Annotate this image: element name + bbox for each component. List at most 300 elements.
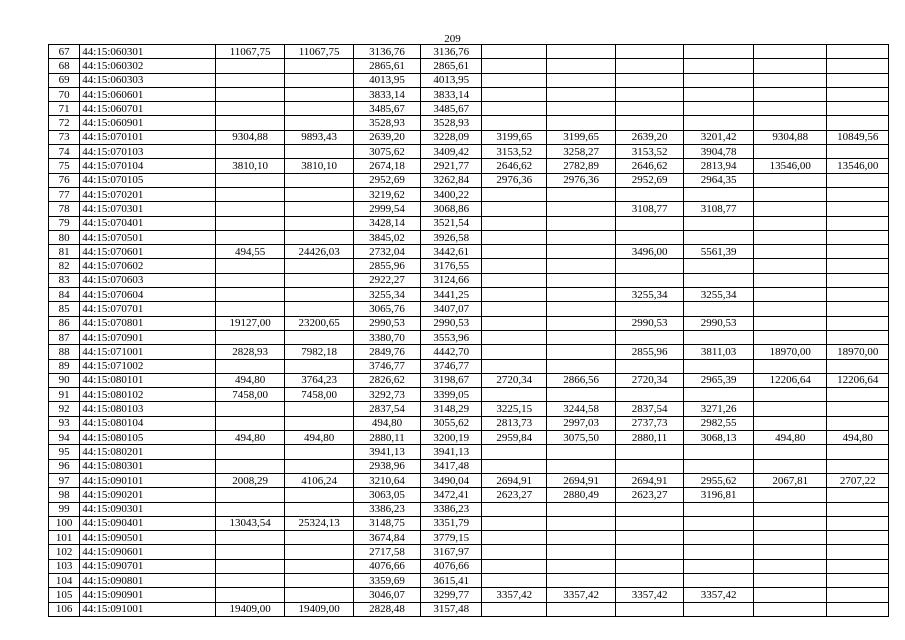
value-cell	[547, 573, 616, 587]
cadastral-code-cell: 44:15:080201	[80, 445, 216, 459]
row-number-cell: 78	[49, 202, 80, 216]
value-cell	[827, 516, 889, 530]
value-cell	[482, 187, 547, 201]
row-number-cell: 106	[49, 602, 80, 616]
value-cell	[285, 102, 354, 116]
value-cell: 12206,64	[754, 373, 827, 387]
value-cell: 3442,61	[420, 245, 481, 259]
value-cell	[827, 545, 889, 559]
value-cell	[754, 316, 827, 330]
value-cell	[482, 288, 547, 302]
value-cell	[547, 445, 616, 459]
value-cell: 9893,43	[285, 130, 354, 144]
table-row	[49, 173, 889, 187]
value-cell: 3108,77	[684, 202, 754, 216]
cadastral-code-cell: 44:15:070603	[80, 273, 216, 287]
value-cell	[827, 416, 889, 430]
value-cell	[285, 459, 354, 473]
value-cell	[827, 573, 889, 587]
value-cell: 3167,97	[420, 545, 481, 559]
value-cell	[754, 402, 827, 416]
table-row	[49, 245, 889, 259]
value-cell	[285, 202, 354, 216]
row-number-cell: 95	[49, 445, 80, 459]
cadastral-code-cell: 44:15:080101	[80, 373, 216, 387]
table-row	[49, 402, 889, 416]
value-cell: 2855,96	[354, 259, 421, 273]
value-cell: 3810,10	[285, 159, 354, 173]
value-cell: 3811,03	[684, 345, 754, 359]
value-cell	[547, 259, 616, 273]
value-cell: 3108,77	[616, 202, 684, 216]
value-cell	[285, 416, 354, 430]
value-cell: 3068,13	[684, 431, 754, 445]
value-cell	[216, 173, 285, 187]
value-cell: 494,80	[827, 431, 889, 445]
value-cell: 9304,88	[754, 130, 827, 144]
value-cell	[827, 245, 889, 259]
value-cell: 3153,52	[482, 145, 547, 159]
row-number-cell: 82	[49, 259, 80, 273]
value-cell: 2828,48	[354, 602, 421, 616]
value-cell: 3176,55	[420, 259, 481, 273]
value-cell	[285, 116, 354, 130]
row-number-cell: 87	[49, 330, 80, 344]
value-cell	[547, 559, 616, 573]
row-number-cell: 97	[49, 473, 80, 487]
value-cell	[754, 602, 827, 616]
value-cell: 3136,76	[420, 45, 481, 59]
row-number-cell: 81	[49, 245, 80, 259]
value-cell: 494,80	[754, 431, 827, 445]
value-cell	[216, 102, 285, 116]
row-number-cell: 96	[49, 459, 80, 473]
value-cell: 4106,24	[285, 473, 354, 487]
value-cell: 3904,78	[684, 145, 754, 159]
value-cell	[616, 116, 684, 130]
value-cell	[827, 116, 889, 130]
value-cell	[285, 359, 354, 373]
value-cell	[827, 45, 889, 59]
value-cell	[285, 502, 354, 516]
value-cell	[616, 216, 684, 230]
value-cell	[547, 245, 616, 259]
value-cell: 494,80	[354, 416, 421, 430]
value-cell	[827, 388, 889, 402]
value-cell	[684, 459, 754, 473]
value-cell	[547, 59, 616, 73]
value-cell	[827, 402, 889, 416]
value-cell	[754, 216, 827, 230]
value-cell: 13043,54	[216, 516, 285, 530]
value-cell	[754, 273, 827, 287]
table-row	[49, 216, 889, 230]
value-cell	[285, 259, 354, 273]
value-cell: 3201,42	[684, 130, 754, 144]
value-cell	[616, 502, 684, 516]
value-cell: 2990,53	[420, 316, 481, 330]
cadastral-code-cell: 44:15:071001	[80, 345, 216, 359]
value-cell	[754, 145, 827, 159]
value-cell: 2976,36	[482, 173, 547, 187]
value-cell: 7458,00	[285, 388, 354, 402]
value-cell	[754, 545, 827, 559]
value-cell	[547, 545, 616, 559]
value-cell: 19127,00	[216, 316, 285, 330]
value-cell	[216, 259, 285, 273]
value-cell: 3833,14	[354, 87, 421, 101]
value-cell: 2880,11	[616, 431, 684, 445]
value-cell	[684, 45, 754, 59]
value-cell	[216, 531, 285, 545]
row-number-cell: 70	[49, 87, 80, 101]
value-cell: 4013,95	[354, 73, 421, 87]
row-number-cell: 68	[49, 59, 80, 73]
table-row	[49, 459, 889, 473]
row-number-cell: 103	[49, 559, 80, 573]
value-cell	[827, 216, 889, 230]
cadastral-code-cell: 44:15:070701	[80, 302, 216, 316]
value-cell	[482, 573, 547, 587]
value-cell: 2880,11	[354, 431, 421, 445]
value-cell: 2921,77	[420, 159, 481, 173]
cadastral-code-cell: 44:15:060303	[80, 73, 216, 87]
value-cell	[684, 388, 754, 402]
row-number-cell: 102	[49, 545, 80, 559]
value-cell	[216, 573, 285, 587]
value-cell	[827, 588, 889, 602]
row-number-cell: 84	[49, 288, 80, 302]
value-cell	[216, 73, 285, 87]
table-row	[49, 130, 889, 144]
value-cell: 2720,34	[482, 373, 547, 387]
value-cell: 3258,27	[547, 145, 616, 159]
value-cell: 2964,35	[684, 173, 754, 187]
value-cell: 2837,54	[354, 402, 421, 416]
value-cell	[684, 259, 754, 273]
value-cell	[285, 588, 354, 602]
value-cell	[616, 302, 684, 316]
value-cell	[754, 73, 827, 87]
value-cell	[216, 273, 285, 287]
value-cell: 2976,36	[547, 173, 616, 187]
value-cell: 3063,05	[354, 488, 421, 502]
value-cell	[684, 87, 754, 101]
value-cell: 4076,66	[420, 559, 481, 573]
value-cell	[754, 416, 827, 430]
value-cell: 3219,62	[354, 187, 421, 201]
row-number-cell: 76	[49, 173, 80, 187]
value-cell	[754, 187, 827, 201]
value-cell: 3299,77	[420, 588, 481, 602]
value-cell	[547, 359, 616, 373]
value-cell	[827, 502, 889, 516]
value-cell: 3228,09	[420, 130, 481, 144]
value-cell	[827, 102, 889, 116]
row-number-cell: 93	[49, 416, 80, 430]
value-cell: 25324,13	[285, 516, 354, 530]
value-cell: 3198,67	[420, 373, 481, 387]
value-cell: 23200,65	[285, 316, 354, 330]
cadastral-code-cell: 44:15:090601	[80, 545, 216, 559]
value-cell: 9304,88	[216, 130, 285, 144]
cadastral-code-cell: 44:15:090901	[80, 588, 216, 602]
row-number-cell: 101	[49, 531, 80, 545]
value-cell	[216, 145, 285, 159]
value-cell	[616, 273, 684, 287]
value-cell	[547, 602, 616, 616]
value-cell: 2837,54	[616, 402, 684, 416]
value-cell	[754, 87, 827, 101]
value-cell	[684, 230, 754, 244]
value-cell	[216, 402, 285, 416]
value-cell: 3417,48	[420, 459, 481, 473]
value-cell: 2990,53	[354, 316, 421, 330]
value-cell: 2639,20	[616, 130, 684, 144]
cadastral-code-cell: 44:15:070103	[80, 145, 216, 159]
row-number-cell: 99	[49, 502, 80, 516]
value-cell	[684, 573, 754, 587]
value-cell: 3386,23	[354, 502, 421, 516]
value-cell	[754, 502, 827, 516]
value-cell	[684, 59, 754, 73]
value-cell: 2737,73	[616, 416, 684, 430]
value-cell: 3496,00	[616, 245, 684, 259]
cadastral-code-cell: 44:15:090801	[80, 573, 216, 587]
value-cell	[285, 145, 354, 159]
value-cell	[482, 359, 547, 373]
value-cell	[684, 73, 754, 87]
value-cell	[482, 445, 547, 459]
value-cell: 2866,56	[547, 373, 616, 387]
value-cell	[285, 402, 354, 416]
row-number-cell: 77	[49, 187, 80, 201]
value-cell: 2922,27	[354, 273, 421, 287]
value-cell	[827, 73, 889, 87]
value-cell	[827, 445, 889, 459]
value-cell	[754, 259, 827, 273]
value-cell	[684, 545, 754, 559]
value-cell: 3926,58	[420, 230, 481, 244]
value-cell	[827, 187, 889, 201]
value-cell	[616, 459, 684, 473]
value-cell	[482, 45, 547, 59]
value-cell: 3779,15	[420, 531, 481, 545]
value-cell: 3055,62	[420, 416, 481, 430]
value-cell	[285, 173, 354, 187]
table-row	[49, 502, 889, 516]
value-cell	[216, 302, 285, 316]
cadastral-code-cell: 44:15:070801	[80, 316, 216, 330]
value-cell: 2955,62	[684, 473, 754, 487]
value-cell	[216, 87, 285, 101]
cadastral-code-cell: 44:15:060901	[80, 116, 216, 130]
value-cell	[285, 59, 354, 73]
value-cell	[482, 516, 547, 530]
value-cell	[482, 459, 547, 473]
value-cell: 3386,23	[420, 502, 481, 516]
value-cell	[616, 59, 684, 73]
table-row	[49, 445, 889, 459]
value-cell: 2952,69	[354, 173, 421, 187]
value-cell	[754, 488, 827, 502]
row-number-cell: 73	[49, 130, 80, 144]
value-cell	[754, 230, 827, 244]
value-cell	[482, 316, 547, 330]
value-cell: 2990,53	[616, 316, 684, 330]
value-cell: 3553,96	[420, 330, 481, 344]
value-cell: 7458,00	[216, 388, 285, 402]
cadastral-code-cell: 44:15:071002	[80, 359, 216, 373]
value-cell	[754, 516, 827, 530]
value-cell	[616, 516, 684, 530]
value-cell: 3941,13	[354, 445, 421, 459]
value-cell: 2813,94	[684, 159, 754, 173]
cadastral-code-cell: 44:15:060301	[80, 45, 216, 59]
cadastral-code-cell: 44:15:070901	[80, 330, 216, 344]
value-cell	[754, 330, 827, 344]
value-cell: 3075,62	[354, 145, 421, 159]
value-cell: 3244,58	[547, 402, 616, 416]
value-cell	[827, 316, 889, 330]
value-cell: 3674,84	[354, 531, 421, 545]
value-cell	[616, 259, 684, 273]
row-number-cell: 67	[49, 45, 80, 59]
value-cell	[482, 345, 547, 359]
row-number-cell: 98	[49, 488, 80, 502]
table-row	[49, 202, 889, 216]
value-cell: 2732,04	[354, 245, 421, 259]
value-cell	[482, 102, 547, 116]
value-cell: 3357,42	[547, 588, 616, 602]
row-number-cell: 105	[49, 588, 80, 602]
value-cell	[754, 588, 827, 602]
table-row	[49, 345, 889, 359]
value-cell	[616, 545, 684, 559]
value-cell	[547, 102, 616, 116]
value-cell: 3271,26	[684, 402, 754, 416]
value-cell: 18970,00	[827, 345, 889, 359]
value-cell: 3615,41	[420, 573, 481, 587]
value-cell: 3357,42	[684, 588, 754, 602]
value-cell	[482, 531, 547, 545]
value-cell: 3380,70	[354, 330, 421, 344]
value-cell	[616, 531, 684, 545]
table-row	[49, 388, 889, 402]
value-cell: 2990,53	[684, 316, 754, 330]
row-number-cell: 104	[49, 573, 80, 587]
value-cell	[216, 330, 285, 344]
value-cell: 2646,62	[482, 159, 547, 173]
value-cell	[827, 302, 889, 316]
table-row	[49, 559, 889, 573]
value-cell: 3148,29	[420, 402, 481, 416]
value-cell	[482, 330, 547, 344]
value-cell	[754, 445, 827, 459]
value-cell: 3210,64	[354, 473, 421, 487]
value-cell: 3157,48	[420, 602, 481, 616]
table-row	[49, 359, 889, 373]
row-number-cell: 69	[49, 73, 80, 87]
value-cell	[827, 259, 889, 273]
value-cell	[616, 359, 684, 373]
value-cell	[547, 45, 616, 59]
value-cell: 3746,77	[420, 359, 481, 373]
value-cell: 494,80	[216, 431, 285, 445]
value-cell	[482, 230, 547, 244]
value-cell: 5561,39	[684, 245, 754, 259]
value-cell	[216, 116, 285, 130]
value-cell	[216, 559, 285, 573]
cadastral-code-cell: 44:15:060302	[80, 59, 216, 73]
value-cell: 3225,15	[482, 402, 547, 416]
table-row	[49, 273, 889, 287]
value-cell: 7982,18	[285, 345, 354, 359]
value-cell	[285, 187, 354, 201]
table-row	[49, 602, 889, 616]
value-cell	[547, 187, 616, 201]
value-cell: 2938,96	[354, 459, 421, 473]
value-cell: 3199,65	[547, 130, 616, 144]
value-cell	[754, 359, 827, 373]
table-body	[49, 45, 889, 617]
cadastral-code-cell: 44:15:080301	[80, 459, 216, 473]
value-cell: 2008,29	[216, 473, 285, 487]
value-cell	[616, 45, 684, 59]
table-row	[49, 145, 889, 159]
value-cell: 3359,69	[354, 573, 421, 587]
value-cell: 3845,02	[354, 230, 421, 244]
value-cell: 3148,75	[354, 516, 421, 530]
cadastral-code-cell: 44:15:070301	[80, 202, 216, 216]
value-cell: 13546,00	[827, 159, 889, 173]
value-cell	[285, 87, 354, 101]
value-cell: 494,55	[216, 245, 285, 259]
value-cell	[684, 187, 754, 201]
cadastral-code-cell: 44:15:070602	[80, 259, 216, 273]
value-cell: 3400,22	[420, 187, 481, 201]
table-row	[49, 573, 889, 587]
cadastral-code-cell: 44:15:090201	[80, 488, 216, 502]
value-cell	[285, 559, 354, 573]
value-cell	[285, 488, 354, 502]
cadastral-code-cell: 44:15:090301	[80, 502, 216, 516]
value-cell	[684, 602, 754, 616]
value-cell: 18970,00	[754, 345, 827, 359]
value-cell: 13546,00	[754, 159, 827, 173]
value-cell	[216, 230, 285, 244]
value-cell	[827, 87, 889, 101]
value-cell: 3833,14	[420, 87, 481, 101]
value-cell: 2694,91	[482, 473, 547, 487]
value-cell	[216, 545, 285, 559]
row-number-cell: 86	[49, 316, 80, 330]
cadastral-code-cell: 44:15:070105	[80, 173, 216, 187]
table-row	[49, 473, 889, 487]
value-cell: 3441,25	[420, 288, 481, 302]
value-cell	[827, 145, 889, 159]
value-cell	[684, 216, 754, 230]
row-number-cell: 85	[49, 302, 80, 316]
value-cell	[482, 73, 547, 87]
value-cell	[827, 359, 889, 373]
value-cell: 3065,76	[354, 302, 421, 316]
cadastral-code-cell: 44:15:090701	[80, 559, 216, 573]
value-cell	[482, 502, 547, 516]
table-row	[49, 302, 889, 316]
value-cell: 3357,42	[482, 588, 547, 602]
table-row	[49, 330, 889, 344]
